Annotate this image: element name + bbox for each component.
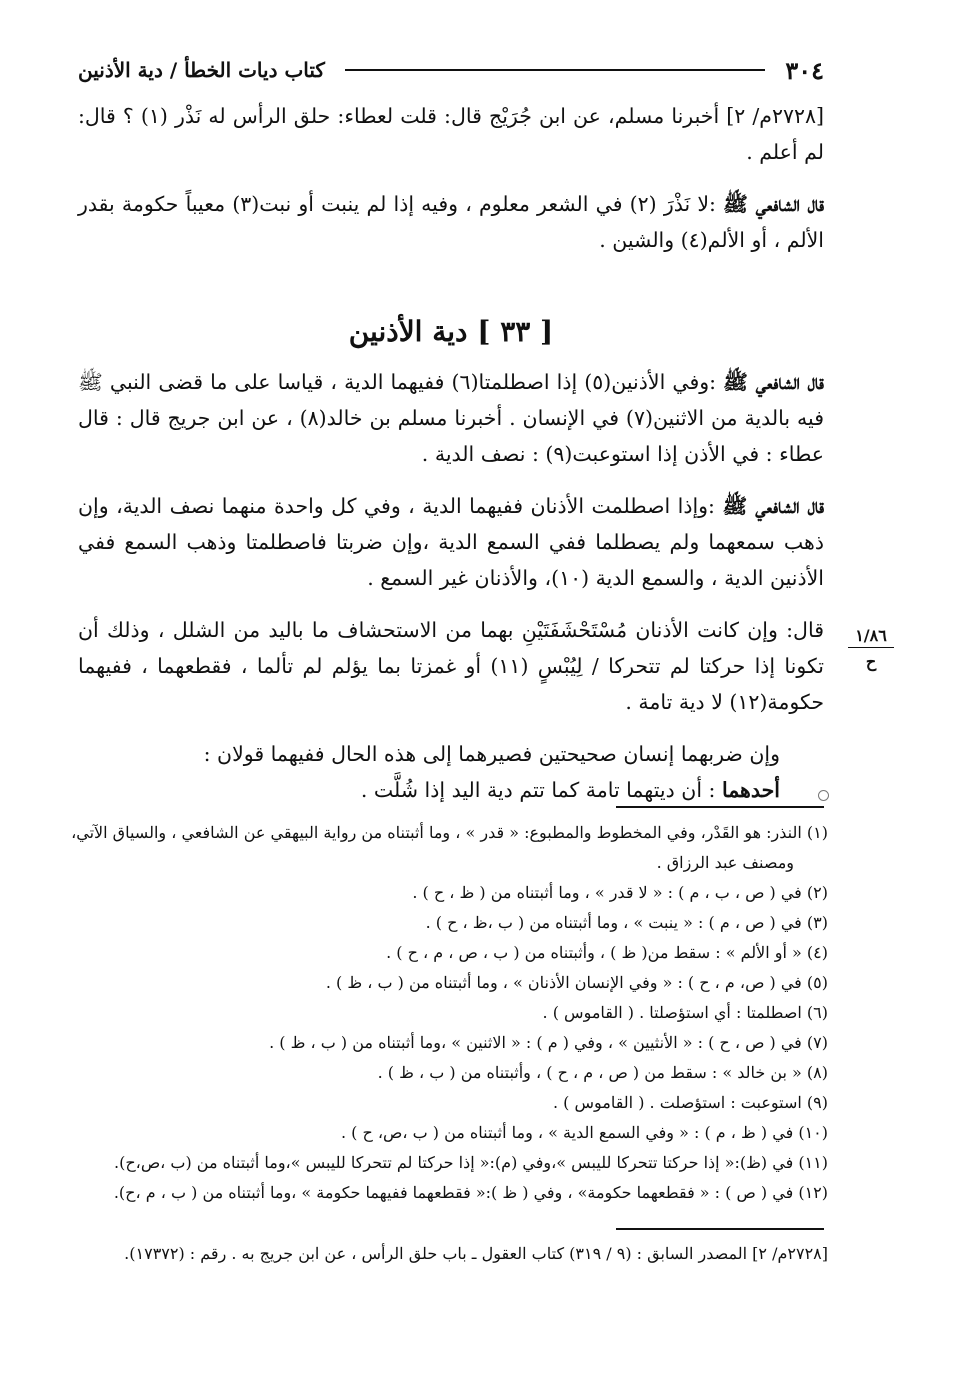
spacer: [78, 274, 824, 314]
paragraph-shafii-ears: [78, 364, 824, 472]
speaker-label: قال الشافعي ﷺ: [723, 370, 824, 394]
footnote: (١٠) في ( ظ ، م ) : « وفي السمع الدية » ، وما أثبتناه من ( ب ،ص، ح ) .: [340, 1123, 828, 1142]
header-rule: [345, 69, 765, 71]
paragraph-text: :وإذا اصطلمت الأذنان ففيهما الدية ، وفي كل واحدة منهما نصف الدية، وإن ذهب سمعهما ولم يصطلما ففي السمع الدية ،وإن ضربتا فاصطلمتا وذهب السمع ففي الأذنين الدية ، والسمع الدية (١٠)، والأذنان غير السمع .: [78, 494, 824, 590]
footnote: (٦) اصطلمتا : أي استؤصلتا . ( القاموس ) .: [542, 1003, 828, 1022]
paragraph-text: :وفي الأذنين(٥) إذا اصطلمتا(٦) ففيهما الدية ، قياسا على ما قضى النبي ﷺ فيه بالدية من الاثنين(٧) في الإنسان . أخبرنا مسلم بن خالد(٨) ، عن ابن جريج قال : قال عطاء : في الأذن إذا استوعبت(٩) : نصف الدية .: [78, 370, 825, 466]
footnote: (٢) في ( ص ، ب ، م ) : « لا قدر » ، وما أثبتناه من ( ظ ، ح ) .: [412, 883, 828, 902]
section-title: [ ٣٣ ] دية الأذنين: [348, 315, 554, 348]
footnote: (١١) في (ظ):« إذا حركتا تتحركا لليبس »،وفي (م):« إذا حركتا لم تتحركا لليبس »،وما أثبتناه من (ب ،ص،ح).: [114, 1153, 828, 1172]
paragraph-shafii-ears-2: [78, 488, 824, 596]
paragraph-text: :لا نَذْرَ (٢) في الشعر معلوم ، وفيه إذا لم ينبت أو نبت(٣) معيباً حكومة بقدر الألم ، أو الألم(٤) والشين .: [78, 192, 824, 252]
footnote-continuation: ومصنف عبد الرزاق .: [656, 853, 794, 872]
footnote: (٤) « أو الألم » : سقط من( ظ ) ، وأثبتناه من ( ب ، ص ، م ، ح ) .: [386, 943, 828, 962]
footnote: (٧) في ( ص ، ح ) : « الأنثيين » ، وفي ( م ) : « الاثنين » ،وما أثبتناه من ( ب ، ظ ) .: [269, 1033, 828, 1052]
paragraph-two-opinions: وإن ضربهما إنسان صحيحتين فصيرهما إلى هذه الحال ففيهما قولان :: [203, 742, 780, 766]
footnote: (٩) استوعبت : استؤصلت . ( القاموس ) .: [552, 1093, 828, 1112]
paragraph-hadith-2728: [٢٧٢٨م/ ٢] أخبرنا مسلم، عن ابن جُرَيْج قال: قلت لعطاء: حلق الرأس له نَذْر (١) ؟ قال: لم أعلم .: [78, 104, 824, 164]
margin-folio: ١/٨٦: [848, 626, 894, 648]
source-separator: [616, 1228, 824, 1230]
manuscript-margin-note: [848, 626, 894, 671]
speaker-label: قال الشافعي ﷺ: [722, 494, 825, 518]
paragraph-first-opinion: [78, 772, 824, 808]
footnote: (٣) في ( ص ، م ) : « ينبت » ، وما أثبتناه من ( ب ،ظ ، ح ) .: [425, 913, 828, 932]
margin-siglum: ح: [865, 652, 877, 671]
opinion-label: أحدهما: [721, 778, 780, 802]
speaker-label: قال الشافعي ﷺ: [723, 192, 825, 216]
running-header: [78, 50, 824, 90]
page-number: ٣٠٤: [785, 55, 824, 85]
paragraph-withered-ears: قال: وإن كانت الأذنان مُسْتَحْشَفَتَيْنِ بهما من الاستحشاف ما باليد من الشلل ، وذلك أن تكونا إذا حركتا لم تتحركا / لِيُبْسٍ (١١) أو غمزتا بما يؤلم لم تألما ، فقطعهما ، ففيهما حكومة(١٢) لا دية تامة .: [78, 618, 824, 714]
source-reference: [٢٧٢٨م/ ٢] المصدر السابق : (٩ / ٣١٩) كتاب العقول ـ باب حلق الرأس ، عن ابن جريج به . رقم : (١٧٣٧٢).: [124, 1244, 828, 1263]
footnote: (٥) في ( ص، م ، ح ) : « وفي الإنسان الأذنان » ، وما أثبتناه من ( ب ، ظ ) .: [325, 973, 828, 992]
paragraph-text: : أن ديتهما تامة كما تتم دية اليد إذا شُلَّت .: [360, 778, 722, 802]
paragraph-shafii-hair: [78, 186, 824, 258]
footnote: (٨) « بن خالد » : سقط من ( ص ، م ، ح ) ، وأثبتناه من ( ب ، ظ ) .: [377, 1063, 828, 1082]
footnote: (١) النذر: هو القَدْر، وفي المخطوط والمطبوع: « قدر » ، وما أثبتناه من رواية البيهقي عن الشافعي ، والسياق الآتي،: [71, 823, 828, 842]
running-title: كتاب ديات الخطأ / دية الأذنين: [78, 58, 325, 82]
footnote-separator: [616, 806, 824, 808]
footnotes: [70, 818, 828, 1208]
main-text: [78, 98, 824, 808]
decorative-dot: [818, 790, 829, 801]
footnote: (١٢) في ( ص ) : « فقطعهما حكومة» ، وفي ( ظ ):« فقطعهما ففيهما حكومة » ،وما أثبتناه من ( ب ، م ،ح).: [113, 1183, 828, 1202]
